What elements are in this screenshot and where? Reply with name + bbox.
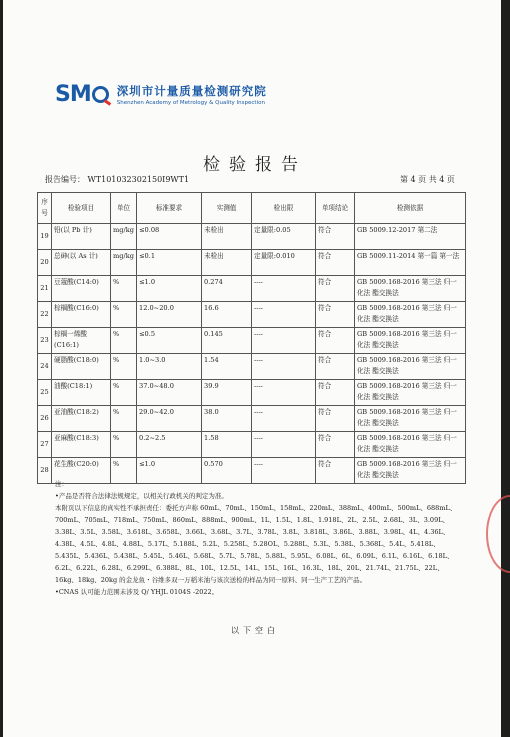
- table-cell-unit: %: [111, 328, 137, 354]
- table-cell-unit: mg/kg: [111, 250, 137, 276]
- table-cell-measured: 未检出: [202, 250, 252, 276]
- table-cell-concl: 符合: [316, 458, 355, 484]
- table-cell-concl: 符合: [316, 224, 355, 250]
- table-cell-method: GB 5009.168-2016 第三法 归一化法 酯交换法: [355, 432, 466, 458]
- table-cell-method: GB 5009.168-2016 第三法 归一化法 酯交换法: [355, 380, 466, 406]
- table-cell-concl: 符合: [316, 380, 355, 406]
- table-row: [38, 380, 466, 406]
- table-cell-no: 19: [38, 224, 52, 250]
- table-cell-method: GB 5009.168-2016 第三法 归一化法 酯交换法: [355, 328, 466, 354]
- table-cell-req: 12.0~20.0: [137, 302, 202, 328]
- table-cell-measured: 38.0: [202, 406, 252, 432]
- col-header: 检出限: [252, 193, 316, 224]
- table-cell-no: 25: [38, 380, 52, 406]
- table-cell-concl: 符合: [316, 250, 355, 276]
- table-cell-unit: %: [111, 276, 137, 302]
- table-cell-limit: ----: [252, 354, 316, 380]
- table-cell-no: 28: [38, 458, 52, 484]
- col-header: 检测依据: [355, 193, 466, 224]
- table-row: [38, 250, 466, 276]
- col-header: 检验项目: [52, 193, 111, 224]
- table-cell-item: 亚麻酸(C18:3): [52, 432, 111, 458]
- table-cell-item: 花生酸(C20:0): [52, 458, 111, 484]
- org-logo: [55, 82, 267, 107]
- table-cell-unit: %: [111, 406, 137, 432]
- table-cell-method: GB 5009.168-2016 第三法 归一化法 酯交换法: [355, 276, 466, 302]
- table-cell-req: ≤1.0: [137, 458, 202, 484]
- table-row: [38, 302, 466, 328]
- note-line: •CNAS 认可能力范围未涉及 Q/ YHJL 0104S -2022。: [55, 588, 219, 596]
- table-cell-unit: %: [111, 458, 137, 484]
- table-cell-item: 棕榈一烯酸(C16:1): [52, 328, 111, 354]
- table-cell-concl: 符合: [316, 302, 355, 328]
- table-cell-no: 27: [38, 432, 52, 458]
- table-cell-req: ≤0.1: [137, 250, 202, 276]
- table-row: [38, 328, 466, 354]
- page-info: 第 4 页 共 4 页: [400, 175, 455, 184]
- table-cell-limit: 定量限:0.010: [252, 250, 316, 276]
- table-cell-req: ≤0.08: [137, 224, 202, 250]
- table-cell-unit: %: [111, 302, 137, 328]
- table-cell-limit: ----: [252, 432, 316, 458]
- table-cell-limit: ----: [252, 406, 316, 432]
- note-line: •产品是否符合法律法规规定，以相关行政机关的判定为准。: [55, 492, 228, 500]
- table-cell-item: 棕榈酸(C16:0): [52, 302, 111, 328]
- table-cell-method: GB 5009.168-2016 第三法 归一化法 酯交换法: [355, 354, 466, 380]
- col-header: 单位: [111, 193, 137, 224]
- table-cell-req: 1.0~3.0: [137, 354, 202, 380]
- table-cell-concl: 符合: [316, 432, 355, 458]
- table-cell-measured: 1.54: [202, 354, 252, 380]
- smq-logo-icon: SM: [55, 82, 109, 107]
- report-number: 报告编号： WT101032302150I9WT1: [45, 175, 190, 184]
- table-cell-concl: 符合: [316, 328, 355, 354]
- col-header: 实测值: [202, 193, 252, 224]
- table-cell-method: GB 5009.168-2016 第三法 归一化法 酯交换法: [355, 406, 466, 432]
- table-cell-concl: 符合: [316, 276, 355, 302]
- table-cell-limit: 定量限:0.05: [252, 224, 316, 250]
- table-cell-limit: ----: [252, 276, 316, 302]
- table-row: [38, 432, 466, 458]
- table-cell-no: 22: [38, 302, 52, 328]
- org-name-en: Shenzhen Academy of Metrology & Quality Inspection: [116, 100, 265, 106]
- table-cell-unit: %: [111, 354, 137, 380]
- table-cell-measured: 0.274: [202, 276, 252, 302]
- table-cell-item: 亚油酸(C18:2): [52, 406, 111, 432]
- table-cell-item: 油酸(C18:1): [52, 380, 111, 406]
- report-title: 检验报告: [203, 155, 307, 175]
- table-cell-limit: ----: [252, 458, 316, 484]
- table-cell-no: 24: [38, 354, 52, 380]
- table-cell-req: 37.0~48.0: [137, 380, 202, 406]
- col-header: 序号: [38, 193, 52, 224]
- table-cell-measured: 16.6: [202, 302, 252, 328]
- table-row: [38, 224, 466, 250]
- table-cell-measured: 未检出: [202, 224, 252, 250]
- org-name-cn: 深圳市计量质量检测研究院: [116, 84, 267, 98]
- table-cell-item: 铅(以 Pb 计): [52, 224, 111, 250]
- table-cell-unit: %: [111, 432, 137, 458]
- table-cell-limit: ----: [252, 328, 316, 354]
- table-cell-method: GB 5009.168-2016 第三法 归一化法 酯交换法: [355, 458, 466, 484]
- table-cell-concl: 符合: [316, 406, 355, 432]
- table-cell-no: 23: [38, 328, 52, 354]
- table-cell-unit: mg/kg: [111, 224, 137, 250]
- notes-label: 注：: [55, 480, 68, 488]
- table-cell-measured: 1.58: [202, 432, 252, 458]
- table-row: [38, 354, 466, 380]
- table-cell-concl: 符合: [316, 354, 355, 380]
- table-cell-measured: 0.145: [202, 328, 252, 354]
- table-cell-item: 豆蔻酸(C14:0): [52, 276, 111, 302]
- results-table: [37, 192, 466, 484]
- table-cell-item: 硬脂酸(C18:0): [52, 354, 111, 380]
- table-row: [38, 276, 466, 302]
- blank-below-text: 以下空白: [231, 626, 279, 635]
- table-cell-measured: 0.570: [202, 458, 252, 484]
- col-header: 标准要求: [137, 193, 202, 224]
- notes-section: [55, 478, 465, 598]
- table-cell-req: 29.0~42.0: [137, 406, 202, 432]
- table-cell-unit: %: [111, 380, 137, 406]
- table-cell-limit: ----: [252, 302, 316, 328]
- table-row: [38, 406, 466, 432]
- table-cell-method: GB 5009.12-2017 第二法: [355, 224, 466, 250]
- table-cell-measured: 39.9: [202, 380, 252, 406]
- table-cell-limit: ----: [252, 380, 316, 406]
- note-line: 本附页以下信息的真实性不承担责任：委托方声称 60mL、70mL、150mL、158mL、220mL、388mL、400mL、500mL、688mL、700mL、705mL、718mL、750mL、860mL、888mL、900mL、1L、1.5L、1.8L、1.918L、2L、2.5L、2.68L、3L、3.09L、3.38L、3.5L、3.58L、3.618L、3.658L、3.66L、3.68L、3.7L、3.78L、3.8L、3.818L、3.86L、3.88L、3.98L、4L、4.36L、4.38L、4.5L、4.8L、4.88L、5.17L、5.188L、5.2L、5.258L、5.28OL、5.288L、5.3L、5.38L、5.368L、5.4L、5.418L、5.435L、5.436L、5.438L、5.45L、5.46L、5.68L、5.7L、5.78L、5.88L、5.95L、6.08L、6L、6.09L、6.1L、6.16L、6.18L、6.2L、6.22L、6.28L、6.299L、6.388L、8L、10L、12.5L、14L、15L、16L、16.3L、18L、20L、21.74L、21.75L、22L、16kg、18kg、20kg 的金龙鱼・谷维多双一万稻米油与该次送检的样品为同一原料、同一生产工艺的产品。: [55, 504, 457, 584]
- table-header-row: [38, 193, 466, 224]
- table-cell-req: 0.2~2.5: [137, 432, 202, 458]
- table-cell-req: ≤1.0: [137, 276, 202, 302]
- table-cell-method: GB 5009.168-2016 第三法 归一化法 酯交换法: [355, 302, 466, 328]
- table-cell-no: 20: [38, 250, 52, 276]
- col-header: 单项结论: [316, 193, 355, 224]
- table-cell-no: 26: [38, 406, 52, 432]
- table-cell-item: 总砷(以 As 计): [52, 250, 111, 276]
- table-cell-req: ≤0.5: [137, 328, 202, 354]
- table-cell-no: 21: [38, 276, 52, 302]
- table-cell-method: GB 5009.11-2014 第一篇 第一法: [355, 250, 466, 276]
